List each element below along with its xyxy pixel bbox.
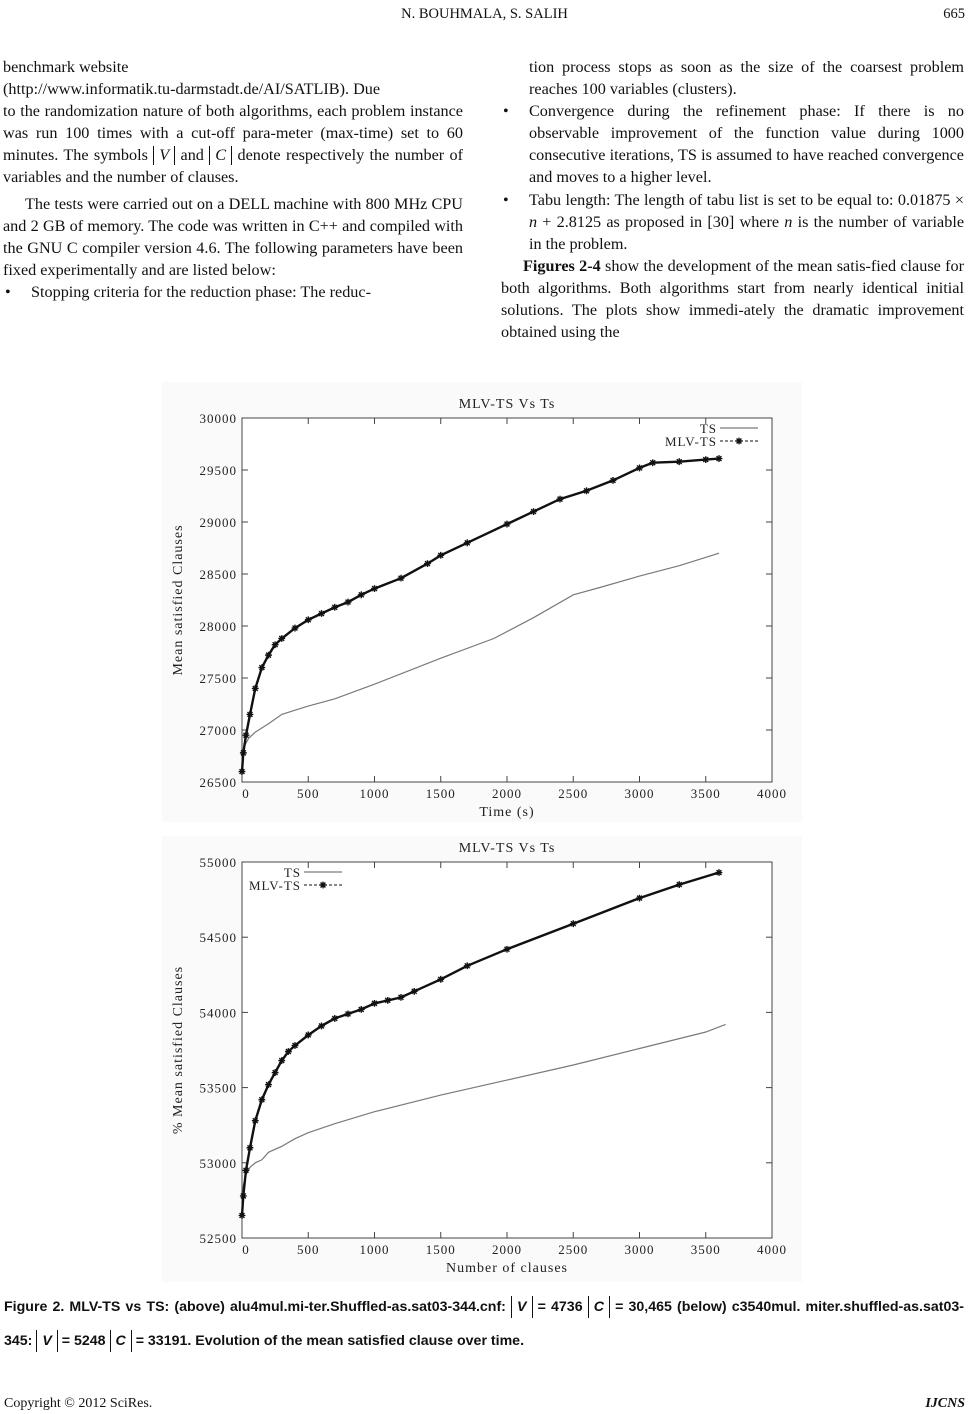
- caption-v-value: = 4736: [532, 1299, 588, 1315]
- data-point-marker: [716, 455, 723, 462]
- left-column: [3, 56, 463, 303]
- x-tick-label: 0: [242, 786, 250, 801]
- data-point-marker: [371, 585, 378, 592]
- data-point-marker: [570, 920, 577, 927]
- x-tick-label: 3000: [624, 786, 655, 801]
- plot-frame: [242, 418, 772, 782]
- page-number: 665: [943, 6, 965, 22]
- data-point-marker: [292, 625, 299, 632]
- y-tick-label: 29000: [199, 515, 237, 530]
- x-tick-label: 2000: [492, 1242, 522, 1257]
- y-tick-label: 30000: [199, 411, 237, 426]
- x-tick-label: 1500: [425, 1242, 456, 1257]
- data-point-marker: [240, 749, 247, 756]
- data-point-marker: [649, 459, 656, 466]
- figure-caption: [4, 1290, 964, 1358]
- list-item: [501, 100, 964, 188]
- caption-symbol-c: C: [110, 1330, 132, 1352]
- caption-text-3: = 33191. Evolution of the mean satisfied clause over time.: [131, 1333, 525, 1349]
- x-tick-label: 2500: [558, 786, 589, 801]
- paragraph-3-text: show the development of the mean satis-fied clause for both algorithms. Both algorithms start from nearly identical initial solutions. The plots show immedi-ately the dramatic improvement obtained using the: [501, 256, 964, 342]
- data-point-marker: [247, 1144, 254, 1151]
- plot-frame: [242, 862, 772, 1238]
- y-tick-label: 28000: [199, 619, 237, 634]
- data-point-marker: [530, 508, 537, 515]
- data-point-marker: [345, 1011, 352, 1018]
- data-point-marker: [285, 1048, 292, 1055]
- word-and: and: [180, 146, 204, 165]
- bullet-3-text-a: Tabu length: The length of tabu list is set to be equal to: 0.01875 ×: [529, 190, 964, 209]
- bullet-icon: •: [5, 282, 11, 301]
- symbol-v: V: [153, 146, 175, 165]
- data-point-marker: [384, 997, 391, 1004]
- satlib-url: (http://www.informatik.tu-darmstadt.de/AI/SATLIB). Due: [3, 80, 381, 99]
- x-axis-label: Time (s): [479, 805, 535, 820]
- data-point-marker: [345, 599, 352, 606]
- data-point-marker: [702, 456, 709, 463]
- data-point-marker: [636, 895, 643, 902]
- data-point-marker: [240, 1192, 247, 1199]
- data-point-marker: [437, 552, 444, 559]
- x-tick-label: 4000: [757, 1242, 787, 1257]
- caption-text-2: = 30,465 (below) c3540mul. miter.shuffled-as.sat03-345:: [4, 1299, 964, 1349]
- y-tick-label: 54000: [199, 1005, 237, 1021]
- x-tick-label: 1000: [359, 1242, 390, 1257]
- y-axis-label: Mean satisfied Clauses: [171, 524, 186, 676]
- figures-reference: Figures 2-4: [523, 256, 601, 275]
- paragraph-3: [501, 255, 964, 343]
- data-point-marker: [676, 881, 683, 888]
- bullet-3-text-b: + 2.8125 as proposed in [30] where: [537, 212, 785, 231]
- parameter-list-left: [3, 281, 463, 303]
- x-tick-label: 2000: [492, 786, 522, 801]
- data-point-marker: [252, 1117, 259, 1124]
- chart-top-svg: [162, 382, 802, 822]
- data-point-marker: [258, 1096, 265, 1103]
- data-point-marker: [239, 768, 246, 775]
- data-point-marker: [411, 988, 418, 995]
- data-point-marker: [278, 1057, 285, 1064]
- x-tick-label: 1000: [359, 786, 390, 801]
- legend-marker: [736, 438, 743, 445]
- data-point-marker: [278, 635, 285, 642]
- caption-v-value: = 5248: [57, 1333, 110, 1349]
- data-point-marker: [716, 869, 723, 876]
- data-point-marker: [331, 604, 338, 611]
- right-column: [501, 56, 964, 343]
- legend-marker: [320, 882, 327, 889]
- data-point-marker: [265, 1081, 272, 1088]
- data-point-marker: [331, 1015, 338, 1022]
- paragraph-1-line-1: benchmark website: [3, 58, 129, 76]
- data-point-marker: [398, 994, 405, 1001]
- data-point-marker: [636, 465, 643, 472]
- x-tick-label: 2500: [558, 1242, 589, 1257]
- x-tick-label: 500: [297, 786, 320, 801]
- journal-name: IJCNS: [925, 1396, 965, 1411]
- bullet-2-text: Convergence during the refinement phase: If there is no observable improvement of the function value during 1000 consecutive iterations, TS is assumed to have reached convergence and moves to a higher level.: [529, 102, 964, 187]
- data-point-marker: [243, 1167, 250, 1174]
- data-point-marker: [371, 1000, 378, 1007]
- chart-bottom-svg: [162, 836, 802, 1282]
- data-point-marker: [247, 711, 254, 718]
- caption-symbol-v: V: [36, 1330, 57, 1352]
- x-tick-label: 3500: [690, 1242, 721, 1257]
- bullet-1-continued: tion process stops as soon as the size of the coarsest problem reaches 100 variables (clusters).: [529, 58, 964, 99]
- data-point-marker: [676, 458, 683, 465]
- y-tick-label: 54500: [199, 930, 237, 946]
- bullet-3-text-c: is the number of variable in the problem.: [529, 212, 965, 253]
- caption-text-1: Figure 2. MLV-TS vs TS: (above) alu4mul.mi-ter.Shuffled-as.sat03-344.cnf:: [4, 1299, 512, 1315]
- data-point-marker: [504, 521, 511, 528]
- x-tick-label: 1500: [425, 786, 456, 801]
- x-tick-label: 4000: [757, 786, 787, 801]
- y-tick-label: 53000: [199, 1155, 237, 1171]
- bullet-icon: •: [503, 102, 509, 121]
- chart-bottom: [162, 836, 802, 1282]
- data-point-marker: [464, 962, 471, 969]
- data-point-marker: [243, 732, 250, 739]
- parameter-list-right: [501, 100, 964, 255]
- data-point-marker: [358, 1006, 365, 1013]
- y-tick-label: 29500: [199, 463, 237, 478]
- list-item: [3, 281, 463, 303]
- x-axis-label: Number of clauses: [446, 1261, 568, 1276]
- chart-top: [162, 382, 802, 822]
- data-point-marker: [583, 487, 590, 494]
- x-tick-label: 500: [297, 1242, 320, 1257]
- caption-symbol-v: V: [511, 1296, 532, 1318]
- page-header: [0, 6, 969, 28]
- data-point-marker: [437, 976, 444, 983]
- caption-symbol-c: C: [588, 1296, 610, 1318]
- paragraph-1: [3, 100, 463, 188]
- y-tick-label: 28500: [199, 567, 237, 582]
- bullet-icon: •: [503, 190, 509, 209]
- list-item: [501, 189, 964, 255]
- x-tick-label: 3500: [690, 786, 721, 801]
- x-tick-label: 0: [242, 1242, 250, 1257]
- legend-label: MLV-TS: [664, 434, 717, 449]
- y-tick-label: 52500: [199, 1231, 237, 1246]
- data-point-marker: [358, 591, 365, 598]
- y-tick-label: 53500: [199, 1080, 237, 1096]
- bullet-1-text: Stopping criteria for the reduction phase: The reduc-: [31, 282, 371, 301]
- y-tick-label: 27000: [199, 723, 237, 738]
- symbol-c: C: [209, 146, 232, 165]
- data-point-marker: [272, 641, 279, 648]
- data-point-marker: [424, 560, 431, 567]
- legend-label: TS: [283, 865, 301, 880]
- paragraph-2: The tests were carried out on a DELL machine with 800 MHz CPU and 2 GB of memory. The code was written in C++ and compiled with the GNU C compiler version 4.6. The following parameters have been fixed experimentally and are listed below:: [3, 194, 463, 279]
- data-point-marker: [318, 1023, 325, 1030]
- x-tick-label: 3000: [624, 1242, 655, 1257]
- data-point-marker: [265, 652, 272, 659]
- y-tick-label: 55000: [199, 855, 237, 870]
- legend-label: MLV-TS: [248, 878, 301, 893]
- paragraph-1-text-b: denote respectively the number of variables and the number of clauses.: [3, 146, 464, 187]
- data-point-marker: [464, 539, 471, 546]
- variable-n: n: [529, 212, 538, 231]
- paragraph-1-text-a: to the randomization nature of both algorithms, each problem instance was run 100 times with a cut-off para-meter (max-time) set to 60 minutes. The symbols: [3, 102, 463, 165]
- data-point-marker: [318, 610, 325, 617]
- data-point-marker: [305, 1032, 312, 1039]
- data-point-marker: [557, 496, 564, 503]
- y-tick-label: 26500: [199, 775, 237, 790]
- chart-title: MLV-TS Vs Ts: [458, 841, 556, 856]
- data-point-marker: [272, 1069, 279, 1076]
- data-point-marker: [305, 616, 312, 623]
- y-axis-label: % Mean satisfied Clauses: [171, 965, 186, 1135]
- legend-label: TS: [699, 421, 717, 436]
- data-point-marker: [258, 664, 265, 671]
- data-point-marker: [504, 946, 511, 953]
- copyright: Copyright © 2012 SciRes.: [4, 1396, 153, 1411]
- data-point-marker: [252, 685, 259, 692]
- running-head-authors: N. BOUHMALA, S. SALIH: [401, 6, 568, 22]
- data-point-marker: [292, 1042, 299, 1049]
- data-point-marker: [398, 575, 405, 582]
- y-tick-label: 27500: [199, 671, 237, 686]
- chart-title: MLV-TS Vs Ts: [458, 397, 556, 412]
- data-point-marker: [610, 477, 617, 484]
- variable-n: n: [784, 212, 793, 231]
- data-point-marker: [239, 1212, 246, 1219]
